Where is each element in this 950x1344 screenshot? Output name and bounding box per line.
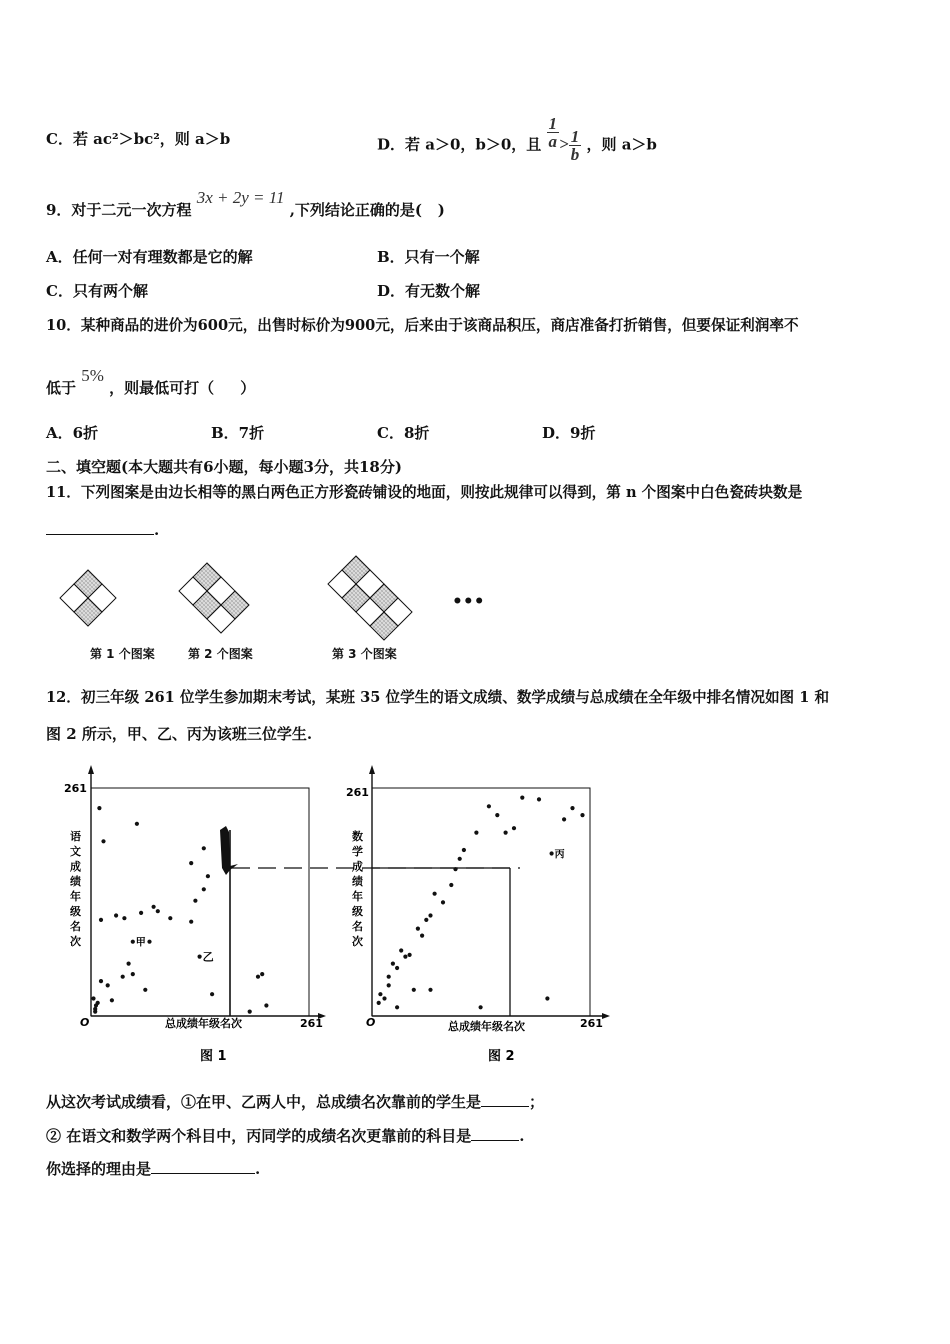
fig2-y-label: 数学成绩年级名次 bbox=[352, 830, 363, 948]
tile-pattern-2 bbox=[179, 563, 249, 633]
scatter-point bbox=[545, 996, 549, 1000]
q12-stem-line2: 图 2 所示，甲、乙、丙为该班三位学生. bbox=[46, 725, 313, 743]
fig1-x-tick: 261 bbox=[300, 1017, 323, 1030]
fig1-origin: O bbox=[80, 1016, 90, 1029]
scatter-point bbox=[127, 962, 131, 966]
scatter-point bbox=[395, 966, 399, 970]
scatter-point bbox=[122, 916, 126, 920]
fig1-frame bbox=[91, 788, 309, 1016]
ellipsis: ••• bbox=[452, 592, 485, 612]
q8-option-d bbox=[377, 114, 657, 164]
q12-question-1-end: ； bbox=[529, 1093, 545, 1111]
fraction-denominator: b bbox=[570, 145, 580, 164]
answer-blank[interactable] bbox=[481, 1092, 529, 1107]
q12-question-3-text: 你选择的理由是 bbox=[46, 1160, 152, 1178]
scatter-point bbox=[580, 813, 584, 817]
scatter-point bbox=[512, 826, 516, 830]
scatter-point bbox=[504, 831, 508, 835]
answer-blank[interactable] bbox=[151, 1159, 255, 1174]
q10-prefix: 低于 bbox=[46, 379, 77, 397]
q10-option-b: B．7折 bbox=[211, 424, 265, 442]
pattern-caption-3: 第 3 个图案 bbox=[332, 647, 397, 661]
scatter-point bbox=[479, 1005, 483, 1009]
figure-2-chart bbox=[346, 765, 610, 1064]
annotation-yi: 乙 bbox=[202, 950, 214, 964]
tile-patterns bbox=[60, 556, 412, 640]
q12-question-2-text: ② 在语文和数学两个科目中，丙同学的成绩名次更靠前的科目是 bbox=[46, 1127, 472, 1145]
scatter-point bbox=[99, 918, 103, 922]
q11-stem: 11．下列图案是由边长相等的黑白两色正方形瓷砖铺设的地面，则按此规律可以得到，第 n 个图案中白色瓷砖块数是 bbox=[46, 484, 803, 501]
scatter-point bbox=[106, 983, 110, 987]
scatter-point bbox=[458, 857, 462, 861]
scatter-point bbox=[101, 839, 105, 843]
q10-option-d: D．9折 bbox=[542, 424, 596, 442]
scatter-point bbox=[152, 905, 156, 909]
scatter-point bbox=[378, 992, 382, 996]
scatter-point bbox=[135, 822, 139, 826]
scatter-point bbox=[395, 1005, 399, 1009]
scatter-point bbox=[433, 892, 437, 896]
q12-question-3 bbox=[46, 1158, 260, 1179]
scatter-point bbox=[449, 883, 453, 887]
q9-option-c: C．只有两个解 bbox=[46, 282, 148, 300]
scatter-point bbox=[416, 927, 420, 931]
q10-stem-line1: 10．某种商品的进价为600元，出售时标价为900元，后来由于该商品积压，商店准备打折销售，但要保证利润率不 bbox=[46, 317, 799, 334]
scatter-point bbox=[441, 900, 445, 904]
fraction-numerator: 1 bbox=[548, 114, 558, 133]
scatter-point bbox=[260, 972, 264, 976]
scatter-point bbox=[474, 831, 478, 835]
greater-than-sign: > bbox=[559, 134, 569, 154]
scatter-point bbox=[143, 988, 147, 992]
annotated-point bbox=[198, 955, 202, 959]
scatter-point bbox=[487, 804, 491, 808]
q8-option-d-suffix: ，则 a＞b bbox=[586, 135, 657, 154]
scatter-point bbox=[408, 953, 412, 957]
fig1-x-label: 总成绩年级名次 bbox=[165, 1017, 242, 1030]
q12-question-1-text: 从这次考试成绩看，①在甲、乙两人中，总成绩名次靠前的学生是 bbox=[46, 1093, 482, 1111]
scatter-point bbox=[428, 913, 432, 917]
scatter-point bbox=[537, 797, 541, 801]
fig1-y-label: 语文成绩年级名次 bbox=[70, 830, 81, 948]
scatter-point bbox=[495, 813, 499, 817]
fraction-numerator: 1 bbox=[570, 127, 580, 146]
scatter-point bbox=[520, 796, 524, 800]
q10-option-a: A．6折 bbox=[46, 424, 99, 442]
fraction-denominator: a bbox=[548, 132, 558, 151]
fig2-x-tick: 261 bbox=[580, 1017, 603, 1030]
tile-pattern-1 bbox=[60, 570, 116, 626]
scatter-point bbox=[206, 874, 210, 878]
scatter-point bbox=[562, 817, 566, 821]
scatter-point bbox=[210, 992, 214, 996]
q12-question-1 bbox=[46, 1091, 544, 1112]
scatter-point bbox=[121, 975, 125, 979]
pattern-caption-2: 第 2 个图案 bbox=[188, 647, 253, 661]
scatter-point bbox=[570, 806, 574, 810]
scatter-point bbox=[462, 848, 466, 852]
scatter-point bbox=[193, 899, 197, 903]
q9-equation: 3x + 2y = 11 bbox=[196, 188, 285, 207]
scatter-point bbox=[377, 1001, 381, 1005]
tile-pattern-3 bbox=[328, 556, 412, 640]
q10-suffix: ，则最低可打（ ） bbox=[109, 379, 256, 397]
fig1-y-tick: 261 bbox=[64, 782, 87, 795]
fig2-x-label: 总成绩年级名次 bbox=[448, 1020, 525, 1033]
q9-option-a: A．任何一对有理数都是它的解 bbox=[46, 248, 253, 266]
q11-answer-line bbox=[46, 520, 159, 539]
scatter-point bbox=[189, 920, 193, 924]
fig2-frame bbox=[372, 788, 590, 1016]
annotated-point bbox=[550, 851, 554, 855]
fig2-y-arrow bbox=[369, 765, 375, 774]
scatter-point bbox=[202, 887, 206, 891]
q9-option-b: B．只有一个解 bbox=[377, 248, 480, 266]
fig2-y-tick: 261 bbox=[346, 786, 369, 799]
annotated-point bbox=[131, 940, 135, 944]
q12-figures bbox=[60, 760, 630, 1070]
q8-option-d-prefix: D．若 a＞0，b＞0，且 bbox=[377, 135, 542, 154]
q12-question-2-end: . bbox=[519, 1127, 525, 1145]
annotation-bing: 丙 bbox=[554, 849, 565, 861]
scatter-point bbox=[424, 918, 428, 922]
q12-question-2 bbox=[46, 1125, 524, 1146]
scatter-point bbox=[139, 911, 143, 915]
tile-patterns-figure bbox=[40, 555, 500, 670]
answer-blank[interactable] bbox=[46, 520, 154, 535]
scatter-point bbox=[91, 996, 95, 1000]
q10-stem-line2 bbox=[46, 366, 256, 398]
scatter-point bbox=[156, 909, 160, 913]
fig1-caption: 图 1 bbox=[200, 1049, 227, 1064]
scatter-point bbox=[168, 916, 172, 920]
section-2-heading: 二、填空题(本大题共有6小题，每小题3分，共18分) bbox=[46, 458, 402, 476]
scatter-point bbox=[387, 983, 391, 987]
fig2-origin: O bbox=[366, 1016, 376, 1029]
q9-stem bbox=[46, 188, 445, 220]
scatter-point bbox=[110, 998, 114, 1002]
fraction-1-over-b bbox=[569, 128, 582, 163]
q9-suffix: ,下列结论正确的是( ) bbox=[289, 201, 445, 219]
q10-option-c: C．8折 bbox=[377, 424, 430, 442]
scatter-point bbox=[99, 979, 103, 983]
scatter-point bbox=[248, 1010, 252, 1014]
q12-stem-line1: 12．初三年级 261 位学生参加期末考试，某班 35 位学生的语文成绩、数学成绩与总成绩在全年级中排名情况如图 1 和 bbox=[46, 689, 830, 706]
scatter-point bbox=[412, 988, 416, 992]
answer-blank[interactable] bbox=[471, 1126, 519, 1141]
fig2-x-arrow bbox=[602, 1013, 610, 1019]
scatter-point bbox=[420, 934, 424, 938]
fig2-caption: 图 2 bbox=[488, 1049, 515, 1064]
scatter-point bbox=[264, 1003, 268, 1007]
scatter-point bbox=[256, 975, 260, 979]
annotation-jia: 甲 bbox=[135, 937, 146, 949]
scatter-point bbox=[391, 962, 395, 966]
fraction-1-over-a bbox=[547, 115, 560, 150]
scatter-point bbox=[147, 940, 151, 944]
scatter-point bbox=[131, 972, 135, 976]
q11-period: . bbox=[154, 521, 160, 539]
scatter-point bbox=[114, 913, 118, 917]
scatter-point bbox=[399, 948, 403, 952]
q10-percent: 5% bbox=[81, 366, 104, 385]
q8-option-c: C．若 ac²＞bc²，则 a＞b bbox=[46, 130, 231, 148]
q9-option-d: D．有无数个解 bbox=[377, 282, 481, 300]
pattern-caption-1: 第 1 个图案 bbox=[90, 647, 155, 661]
scatter-point bbox=[96, 1001, 100, 1005]
scatter-point bbox=[387, 975, 391, 979]
scatter-point bbox=[202, 846, 206, 850]
scatter-point bbox=[382, 996, 386, 1000]
fig1-y-arrow bbox=[88, 765, 94, 774]
q9-prefix: 9．对于二元一次方程 bbox=[46, 201, 192, 219]
scatter-point bbox=[428, 988, 432, 992]
scatter-point bbox=[189, 861, 193, 865]
scatter-point bbox=[403, 955, 407, 959]
scatter-point bbox=[93, 1010, 97, 1014]
scatter-point bbox=[97, 806, 101, 810]
q12-question-3-end: . bbox=[255, 1160, 261, 1178]
